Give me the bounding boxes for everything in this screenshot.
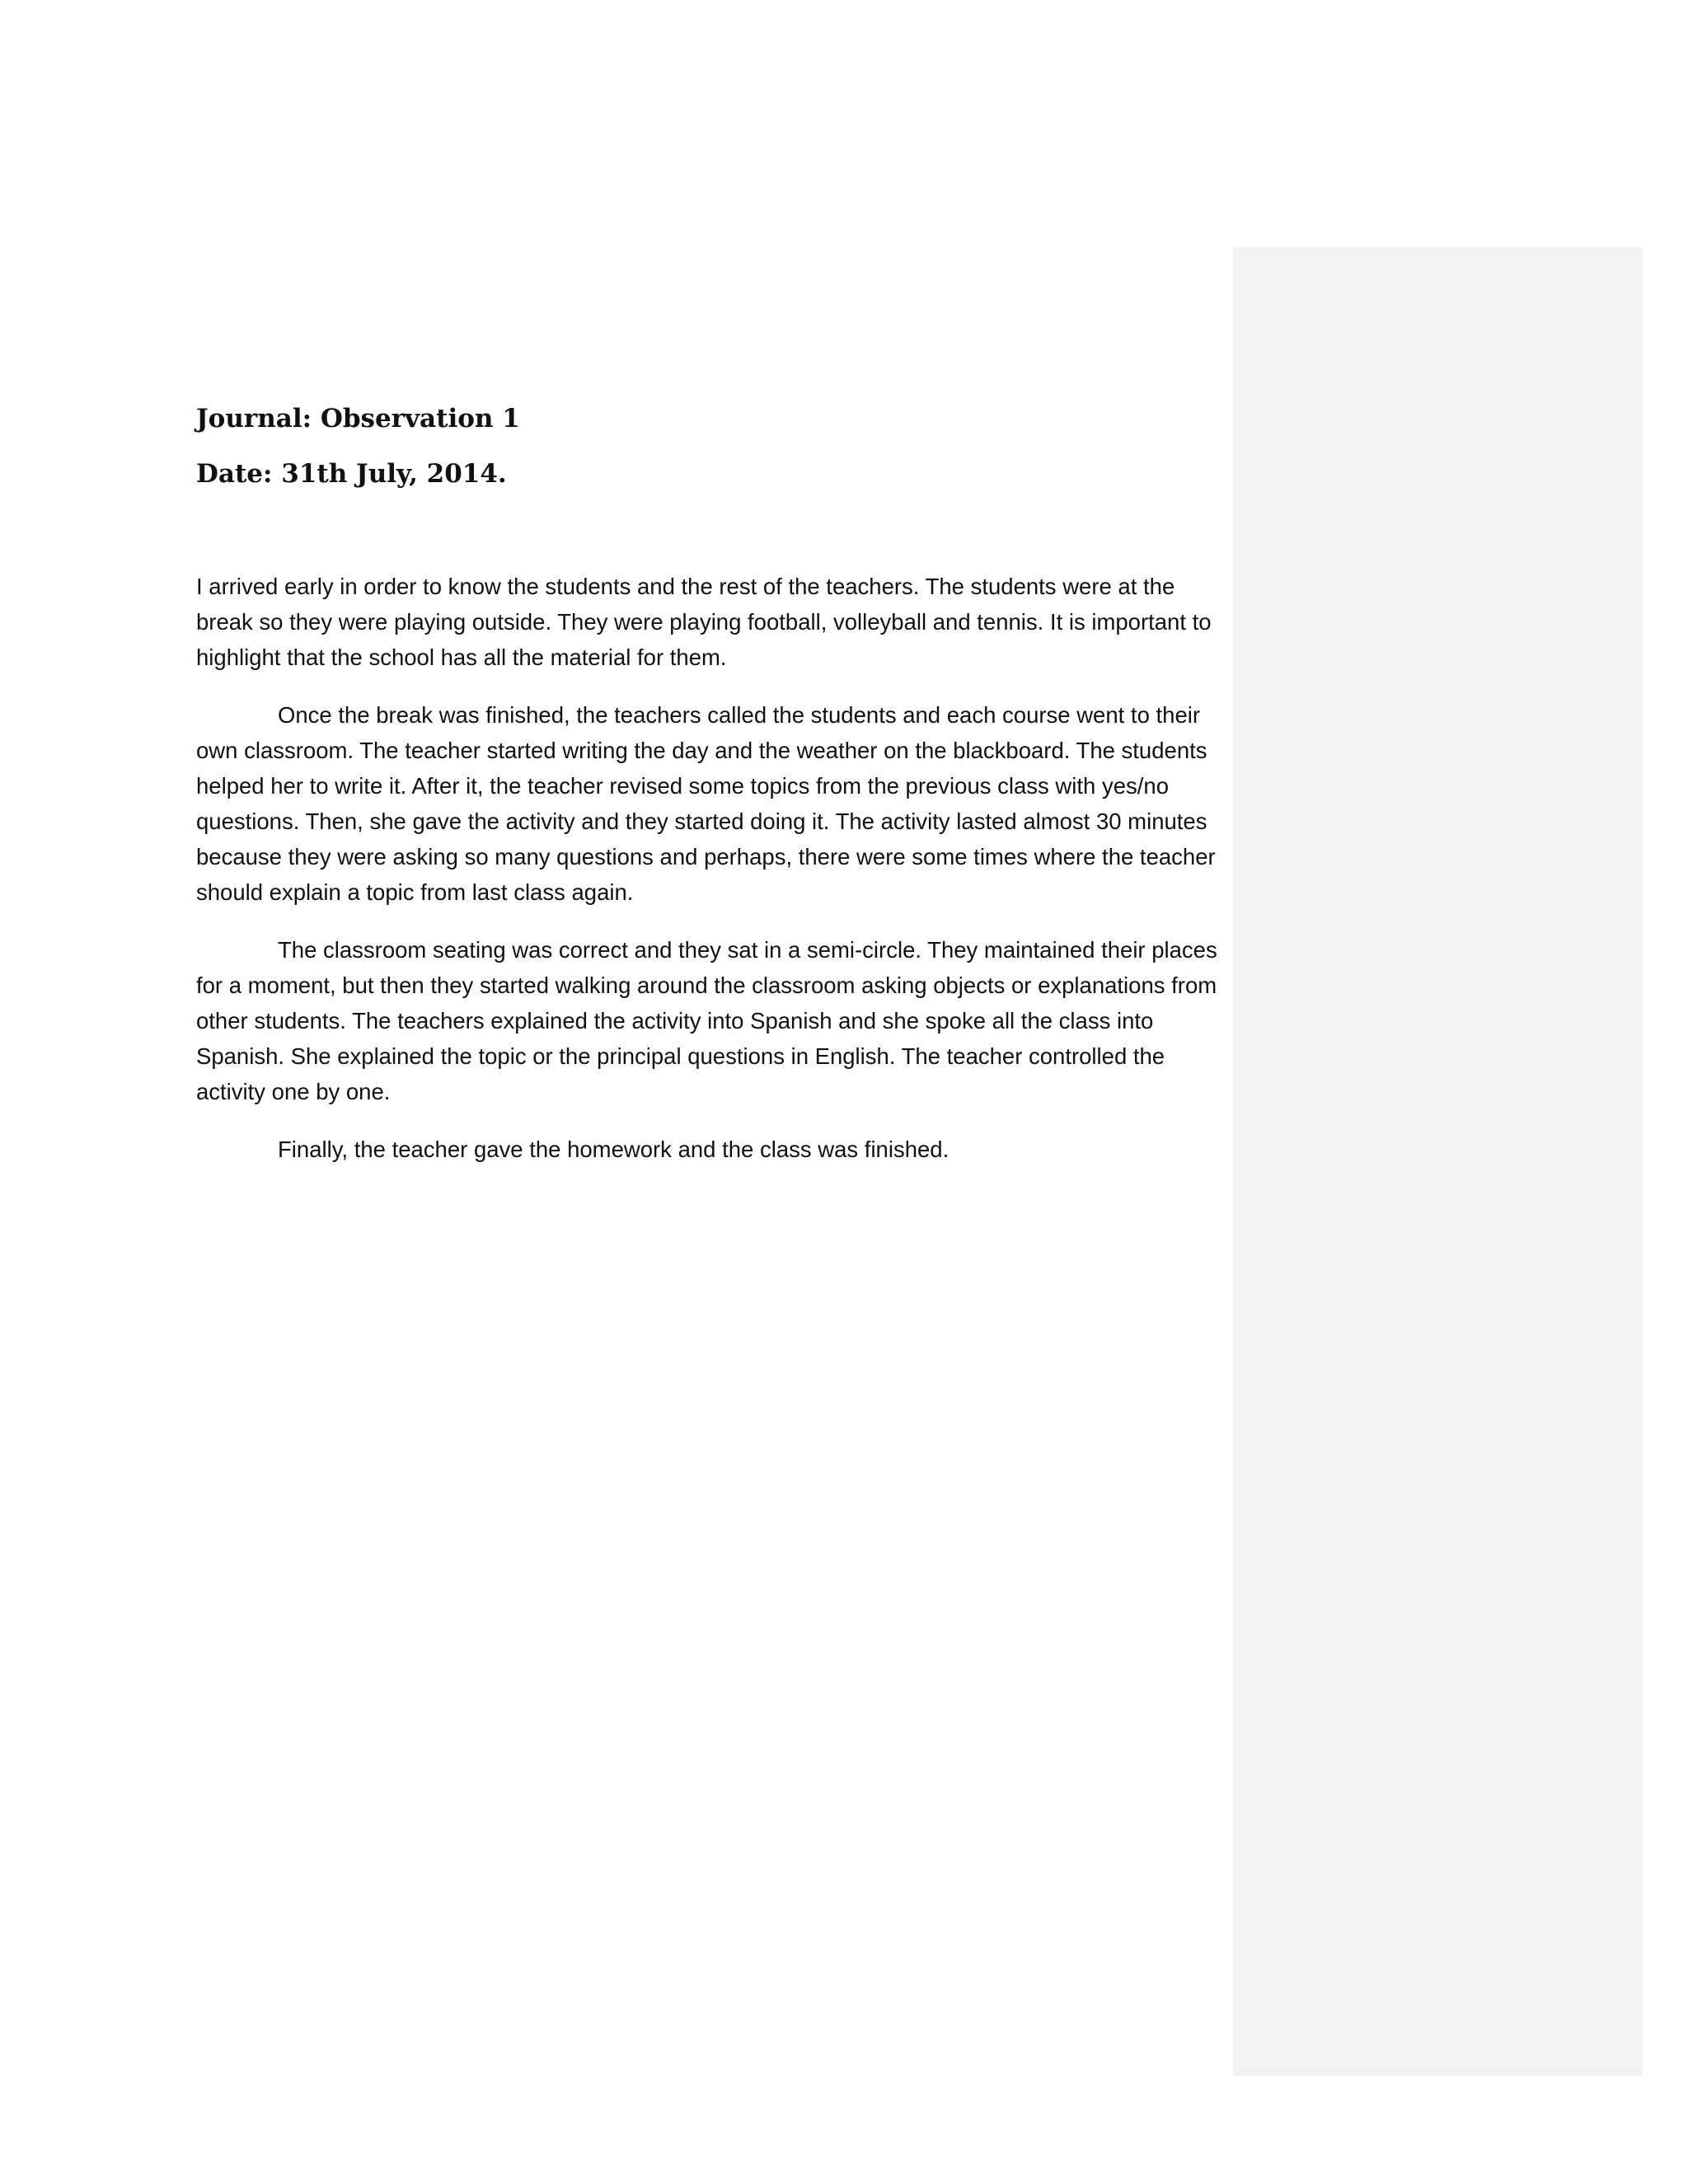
- paragraph-3: The classroom seating was correct and they sat in a semi-circle. They maintained their places for a moment, but then they started walking around the classroom asking objects or explanations from other students. The teachers explained the activity into Spanish and she spoke all the class into Spanish. She explained the topic or the principal questions in English. The teacher controlled the activity one by one.: [196, 937, 1217, 1105]
- paragraph-4: Finally, the teacher gave the homework and the class was finished.: [278, 1137, 950, 1163]
- paragraph-1: I arrived early in order to know the students and the rest of the teachers. The students were at the break so they were playing outside. They were playing football, volleyball and tennis. It is important to highlight that the school has all the material for them.: [196, 574, 1212, 671]
- journal-date: Date: 31th July, 2014.: [196, 459, 507, 490]
- journal-title: Journal: Observation 1: [196, 404, 520, 434]
- document-body: [196, 404, 1218, 1189]
- side-margin-panel: [1233, 247, 1643, 2076]
- paragraph-2: Once the break was finished, the teachers called the students and each course went to their own classroom. The teacher started writing the day and the weather on the blackboard. The students helped her to write it. After it, the teacher revised some topics from the previous class with yes/no questions. Then, she gave the activity and they started doing it. The activity lasted almost 30 minutes because they were asking so many questions and perhaps, there were some times where the teacher should explain a topic from last class again.: [196, 702, 1216, 906]
